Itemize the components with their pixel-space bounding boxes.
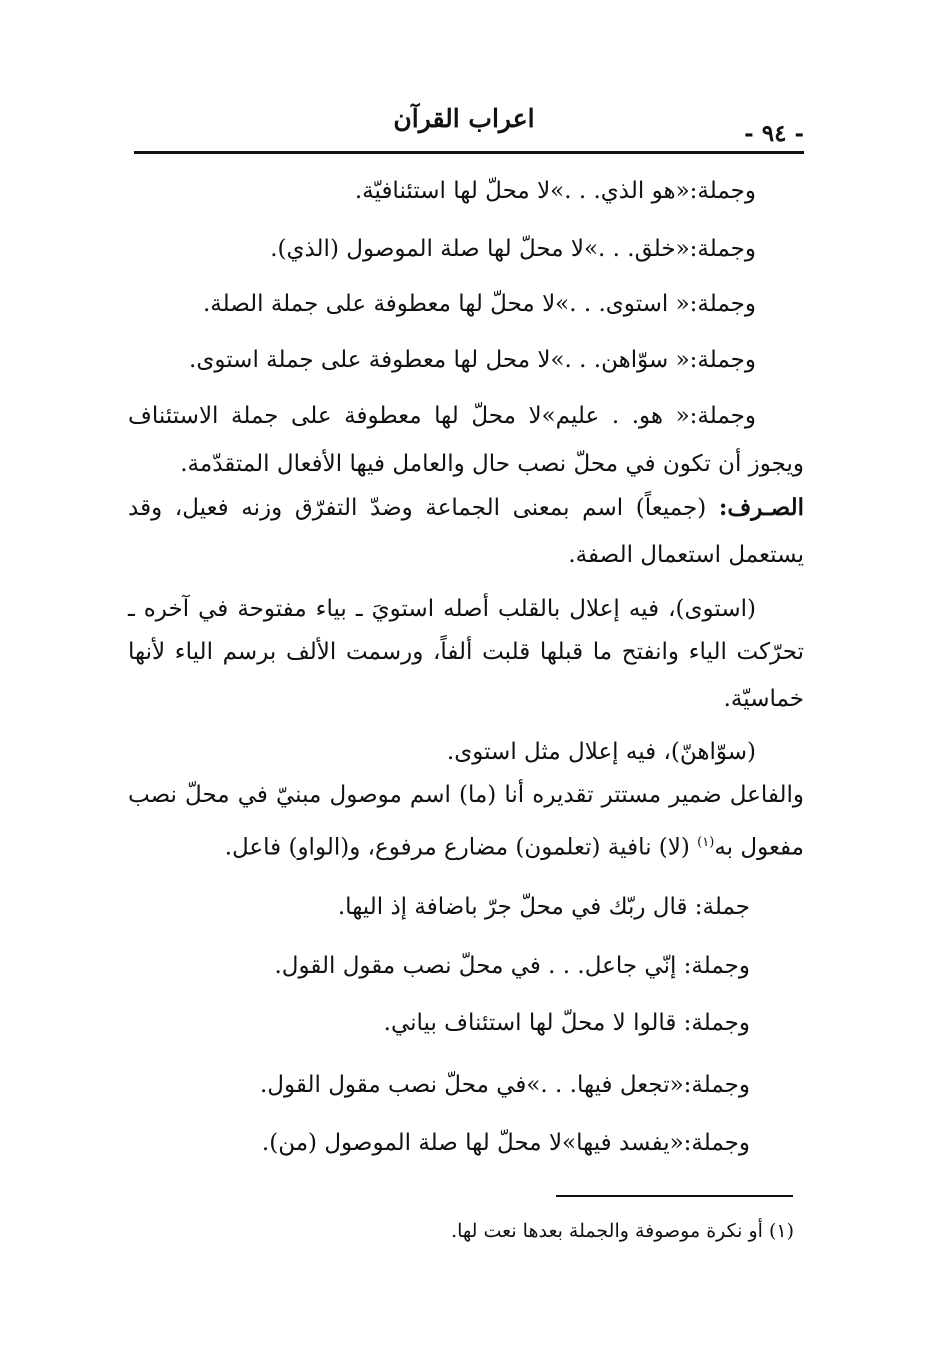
text-line-4: وجملة:« سوّاهن. . .»لا محل لها معطوفة على جملة استوى. [189, 347, 756, 373]
page-number: - ٩٤ - [744, 120, 804, 147]
text-line-16: وجملة: إنّي جاعل. . . في محلّ نصب مقول القول. [274, 953, 750, 979]
footnote-reference: (١) [697, 835, 715, 850]
text-line-5: وجملة:« هو. . عليم»لا محلّ لها معطوفة على جملة الاستئناف [128, 403, 756, 429]
text-line-11: خماسيّة. [723, 686, 804, 712]
text-line-15: جملة: قال ربّك في محلّ جرّ باضافة إذ اليها. [337, 894, 750, 920]
footnote-rule [556, 1195, 793, 1197]
text-line-12: (سوّاهنّ)، فيه إعلال مثل استوى. [446, 739, 756, 765]
text-line-3: وجملة:« استوى. . .»لا محلّ لها معطوفة على جملة الصلة. [202, 291, 756, 317]
sarf-text: (جميعاً) اسم بمعنى الجماعة وضدّ التفرّق وزنه فعيل، وقد [128, 495, 707, 521]
footnote: (١) أو نكرة موصوفة والجملة بعدها نعت لها. [451, 1220, 794, 1242]
text-line-14 [225, 828, 804, 863]
text-line-17: وجملة: قالوا لا محلّ لها استئناف بياني. [383, 1010, 750, 1036]
sarf-line [128, 493, 804, 523]
running-header-title: اعراب القرآن [393, 104, 535, 133]
text-line-14-start: مفعول به [714, 834, 804, 861]
text-line-13: والفاعل ضمير مستتر تقديره أنا (ما) اسم موصول مبنيّ في محلّ نصب [128, 782, 804, 808]
text-line-1: وجملة:«هو الذي. . .»لا محلّ لها استئنافيّة. [354, 178, 756, 204]
text-line-10: تحرّكت الياء وانفتح ما قبلها قلبت ألفاً، ورسمت الألف برسم الياء لأنها [128, 639, 805, 665]
text-line-2: وجملة:«خلق. . .»لا محلّ لها صلة الموصول (الذي). [270, 236, 756, 262]
text-line-9: (استوى)، فيه إعلال بالقلب أصله استويَ ـ بياء مفتوحة في آخره ـ [128, 596, 756, 622]
text-line-6: ويجوز أن تكون في محلّ نصب حال والعامل فيها الأفعال المتقدّمة. [180, 451, 804, 477]
header-rule [134, 151, 804, 154]
text-line-14-end: (لا) نافية (تعلمون) مضارع مرفوع، و(الواو) فاعل. [224, 834, 698, 861]
text-line-19: وجملة:«يفسد فيها»لا محلّ لها صلة الموصول (من). [261, 1130, 750, 1156]
sarf-term: الصـرف: [718, 494, 805, 521]
text-line-18: وجملة:«تجعل فيها. . .»في محلّ نصب مقول القول. [259, 1072, 750, 1098]
text-line-8: يستعمل استعمال الصفة. [568, 542, 804, 568]
